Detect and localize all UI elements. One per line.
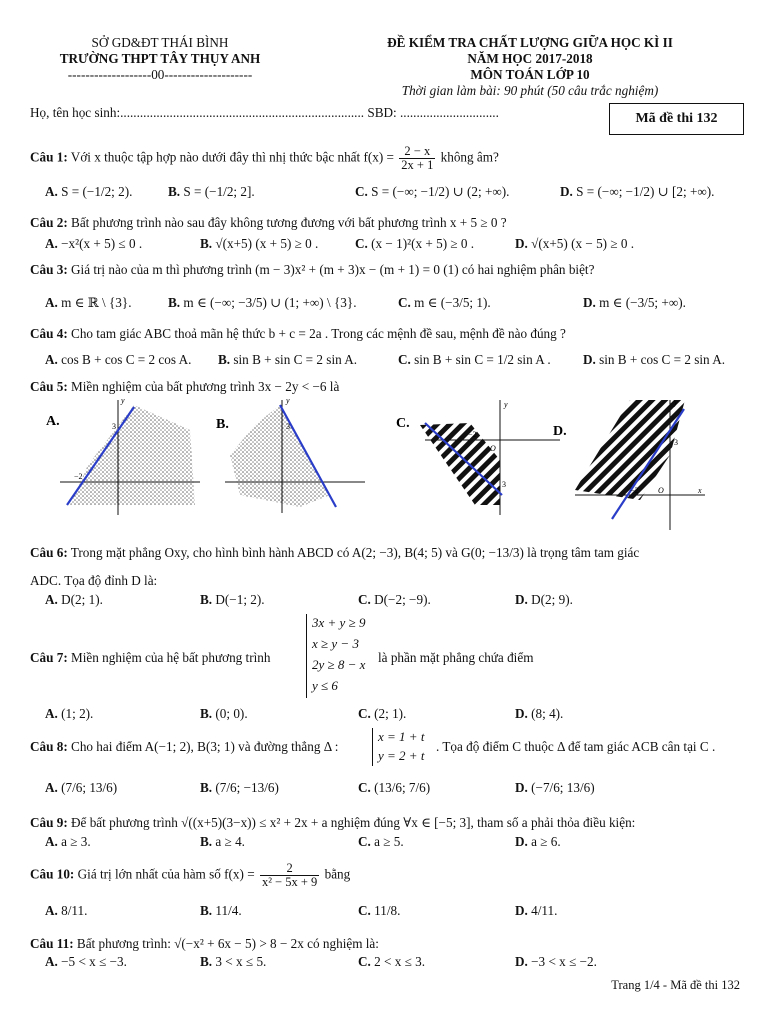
option-text: sin B + sin C = 2 sin A. (233, 352, 358, 367)
q6-option-c[interactable]: C. D(−2; −9). (358, 592, 431, 607)
q2-option-c[interactable]: C. (x − 1)²(x + 5) ≥ 0 . (355, 236, 475, 251)
question-7-end: là phần mặt phẳng chứa điểm (378, 650, 534, 665)
option-text: a ≥ 3. (61, 834, 91, 849)
graph-a-label: A. (46, 414, 60, 429)
q8-option-b[interactable]: B. (7/6; −13/6) (200, 780, 279, 795)
option-text: 8/11. (61, 903, 88, 918)
q3-option-d[interactable]: D. m ∈ (−3/5; +∞). (583, 295, 686, 310)
tick-label: −2 (74, 472, 83, 481)
question-label: Câu 3: (30, 262, 68, 277)
option-text: D(−1; 2). (215, 592, 265, 607)
fraction (260, 862, 319, 889)
question-text: Bất phương trình nào sau đây không tương đương với bất phương trình x + 5 ≥ 0 ? (71, 215, 507, 230)
question-label: Câu 2: (30, 215, 68, 230)
graph-a[interactable] (46, 396, 200, 515)
question-8-end: . Tọa độ điểm C thuộc Δ để tam giác ACB cân tại C . (436, 739, 716, 754)
exam-code-box: Mã đề thi 132 (609, 103, 744, 135)
equation-line: y = 2 + t (378, 748, 425, 763)
q7-option-b[interactable]: B. (0; 0). (200, 706, 248, 721)
q10-option-a[interactable]: A. 8/11. (45, 903, 88, 918)
system-brace (306, 614, 307, 698)
option-text: a ≥ 4. (215, 834, 245, 849)
option-text: 3 < x ≤ 5. (215, 954, 267, 969)
option-text: 11/4. (215, 903, 242, 918)
question-6-line2 (30, 573, 157, 589)
option-text: S = (−1/2; 2]. (183, 184, 255, 199)
q11-option-a[interactable]: A. −5 < x ≤ −3. (45, 954, 127, 969)
option-text: (8; 4). (531, 706, 564, 721)
question-11 (30, 936, 379, 952)
department-name: SỞ GD&ĐT THÁI BÌNH (91, 35, 229, 50)
question-text: Giá trị nào của m thì phương trình (m − 3)x² + (m + 3)x − (m + 1) = 0 (1) có hai nghiệm phân biệt? (71, 262, 595, 277)
student-info-line: Họ, tên học sinh:.......................................................................... SBD: .............................. (30, 105, 499, 120)
equation-line: x = 1 + t (378, 729, 425, 744)
option-text: S = (−1/2; 2). (61, 184, 133, 199)
option-text: cos B + cos C = 2 cos A. (61, 352, 192, 367)
inequality-system (312, 612, 365, 696)
tick-label: 3 (286, 422, 290, 431)
q6-option-d[interactable]: D. D(2; 9). (515, 592, 573, 607)
question-text-end: không âm? (440, 149, 499, 165)
axis-y-label: y (504, 400, 508, 409)
q5-graphs (30, 395, 750, 535)
school-name: TRƯỜNG THPT TÂY THỤY ANH (59, 51, 261, 66)
question-text-end: bằng (324, 866, 351, 882)
q2-option-a[interactable]: A. −x²(x + 5) ≤ 0 . (45, 236, 143, 251)
q9-option-d[interactable]: D. a ≥ 6. (515, 834, 561, 849)
q8-option-d[interactable]: D. (−7/6; 13/6) (515, 780, 595, 795)
question-text: Cho hai điểm A(−1; 2), B(3; 1) và đường thẳng Δ : (71, 739, 339, 754)
graph-d-label: D. (553, 424, 567, 439)
option-text: (7/6; 13/6) (61, 780, 118, 795)
option-text: m ∈ ℝ \ {3}. (61, 295, 132, 310)
q9-option-b[interactable]: B. a ≥ 4. (200, 834, 245, 849)
q2-option-d[interactable]: D. √(x+5) (x − 5) ≥ 0 . (515, 236, 635, 251)
q7-option-a[interactable]: A. (1; 2). (45, 706, 94, 721)
tick-label: 3 (674, 438, 678, 447)
option-text: (0; 0). (215, 706, 248, 721)
option-text: (x − 1)²(x + 5) ≥ 0 . (371, 236, 475, 251)
question-label: Câu 1: (30, 149, 68, 165)
option-text: 4/11. (531, 903, 558, 918)
q3-option-a[interactable]: A. m ∈ ℝ \ {3}. (45, 295, 132, 310)
denominator: 2x + 1 (401, 158, 434, 172)
option-text: a ≥ 6. (531, 834, 561, 849)
page-footer: Trang 1/4 - Mã đề thi 132 (611, 978, 740, 992)
option-text: m ∈ (−3/5; +∞). (599, 295, 686, 310)
q9-option-c[interactable]: C. a ≥ 5. (358, 834, 404, 849)
tick-label: −2 (468, 430, 477, 439)
denominator: x² − 5x + 9 (261, 875, 318, 889)
q11-option-c[interactable]: C. 2 < x ≤ 3. (358, 954, 426, 969)
q10-option-b[interactable]: B. 11/4. (200, 903, 242, 918)
option-text: sin B + sin C = 1/2 sin A . (414, 352, 551, 367)
question-text: Với x thuộc tập hợp nào dưới đây thì nhị thức bậc nhất f(x) = (70, 149, 394, 165)
option-text: √(x+5) (x − 5) ≥ 0 . (531, 236, 635, 251)
question-2 (30, 215, 507, 231)
param-brace (372, 728, 373, 766)
question-text: Bất phương trình: √(−x² + 6x − 5) > 8 − 2x có nghiệm là: (76, 936, 379, 951)
question-label: Câu 10: (30, 866, 75, 882)
q8-option-c[interactable]: C. (13/6; 7/6) (358, 780, 431, 795)
q4-option-b[interactable]: B. sin B + sin C = 2 sin A. (218, 352, 358, 367)
q11-option-d[interactable]: D. −3 < x ≤ −2. (515, 954, 597, 969)
q6-option-a[interactable]: A. D(2; 1). (45, 592, 103, 607)
numerator: 2 (260, 862, 319, 876)
q1-option-b[interactable]: B. S = (−1/2; 2]. (168, 184, 255, 199)
tick-label: 3 (502, 480, 506, 489)
q7-option-d[interactable]: D. (8; 4). (515, 706, 564, 721)
option-text: −5 < x ≤ −3. (61, 954, 127, 969)
system-line: y ≤ 6 (312, 678, 338, 693)
question-7 (30, 650, 270, 666)
q4-option-d[interactable]: D. sin B + cos C = 2 sin A. (583, 352, 726, 367)
system-line: x ≥ y − 3 (312, 636, 359, 651)
option-text: a ≥ 5. (374, 834, 404, 849)
option-text: sin B + cos C = 2 sin A. (599, 352, 726, 367)
question-text: Trong mặt phẳng Oxy, cho hình bình hành ABCD có A(2; −3), B(4; 5) và G(0; −13/3) là trọng tâm tam giác (70, 545, 640, 560)
q3-option-b[interactable]: B. m ∈ (−∞; −3/5) ∪ (1; +∞) \ {3}. (168, 295, 357, 310)
question-text: Để bất phương trình √((x+5)(3−x)) ≤ x² + 2x + a nghiệm đúng ∀x ∈ [−5; 3], tham số a phải thỏa điều kiện: (71, 815, 636, 830)
q4-option-c[interactable]: C. sin B + sin C = 1/2 sin A . (398, 352, 551, 367)
q7-option-c[interactable]: C. (2; 1). (358, 706, 407, 721)
q1-option-a[interactable]: A. S = (−1/2; 2). (45, 184, 133, 199)
q8-option-a[interactable]: A. (7/6; 13/6) (45, 780, 118, 795)
system-line: 3x + y ≥ 9 (312, 615, 366, 630)
q11-option-b[interactable]: B. 3 < x ≤ 5. (200, 954, 267, 969)
system-line: 2y ≥ 8 − x (312, 657, 366, 672)
header-divider: -------------------00-------------------- (67, 67, 253, 82)
question-5 (30, 379, 339, 395)
option-text: 2 < x ≤ 3. (374, 954, 426, 969)
option-text: (7/6; −13/6) (215, 780, 279, 795)
option-text: D(2; 1). (61, 592, 103, 607)
question-6 (30, 545, 639, 561)
axis-x-label: x (698, 486, 702, 495)
option-text: m ∈ (−3/5; 1). (414, 295, 491, 310)
line-equation (378, 727, 424, 765)
q10-option-c[interactable]: C. 11/8. (358, 903, 401, 918)
question-text: Miền nghiệm của bất phương trình 3x − 2y < −6 là (71, 379, 340, 394)
option-text: m ∈ (−∞; −3/5) ∪ (1; +∞) \ {3}. (183, 295, 357, 310)
question-4 (30, 326, 566, 342)
option-text: √(x+5) (x + 5) ≥ 0 . (215, 236, 319, 251)
option-text: (1; 2). (61, 706, 94, 721)
exam-title: ĐỀ KIỂM TRA CHẤT LƯỢNG GIỮA HỌC KÌ II (387, 35, 673, 50)
axis-y-label: y (121, 396, 125, 405)
graph-b-label: B. (216, 417, 229, 432)
option-text: S = (−∞; −1/2) ∪ (2; +∞). (371, 184, 510, 199)
option-text: D(2; 9). (531, 592, 573, 607)
option-text: (2; 1). (374, 706, 407, 721)
question-label: Câu 4: (30, 326, 68, 341)
option-text: −x²(x + 5) ≤ 0 . (61, 236, 143, 251)
graph-c-label: C. (396, 416, 410, 431)
fraction (399, 145, 435, 172)
graph-c[interactable] (396, 400, 560, 515)
q10-option-d[interactable]: D. 4/11. (515, 903, 558, 918)
subject: MÔN TOÁN LỚP 10 (470, 67, 590, 82)
question-1 (30, 145, 499, 172)
question-label: Câu 5: (30, 379, 68, 394)
numerator: 2 − x (399, 145, 435, 159)
question-label: Câu 7: (30, 650, 68, 665)
question-8 (30, 739, 338, 755)
tick-label: −2 (630, 486, 639, 495)
question-text: Cho tam giác ABC thoả mãn hệ thức b + c = 2a . Trong các mệnh đề sau, mệnh đề nào đúng ? (71, 326, 566, 341)
question-text: Miền nghiệm của hệ bất phương trình (71, 650, 271, 665)
q3-option-c[interactable]: C. m ∈ (−3/5; 1). (398, 295, 491, 310)
axis-y-label: y (674, 398, 678, 407)
origin-label: O (658, 486, 664, 495)
graph-b[interactable] (216, 396, 365, 513)
origin-label: O (490, 444, 496, 453)
option-text: S = (−∞; −1/2) ∪ [2; +∞). (576, 184, 715, 199)
option-text: D(−2; −9). (374, 592, 431, 607)
q9-option-a[interactable]: A. a ≥ 3. (45, 834, 91, 849)
question-9 (30, 815, 635, 831)
tick-label: 3 (112, 422, 116, 431)
graph-d[interactable] (553, 398, 705, 530)
q1-option-c[interactable]: C. S = (−∞; −1/2) ∪ (2; +∞). (355, 184, 510, 199)
question-10 (30, 862, 350, 889)
question-3 (30, 262, 594, 278)
question-text: ADC. Tọa độ đỉnh D là: (30, 573, 158, 588)
question-label: Câu 11: (30, 936, 74, 951)
axis-y-label: y (286, 396, 290, 405)
option-text: 11/8. (374, 903, 401, 918)
question-label: Câu 9: (30, 815, 68, 830)
q4-option-a[interactable]: A. cos B + cos C = 2 cos A. (45, 352, 192, 367)
time-limit: Thời gian làm bài: 90 phút (50 câu trắc nghiệm) (401, 83, 659, 98)
school-year: NĂM HỌC 2017-2018 (467, 51, 593, 66)
option-text: (13/6; 7/6) (374, 780, 431, 795)
q1-option-d[interactable]: D. S = (−∞; −1/2) ∪ [2; +∞). (560, 184, 715, 199)
option-text: (−7/6; 13/6) (531, 780, 595, 795)
q6-option-b[interactable]: B. D(−1; 2). (200, 592, 265, 607)
option-text: −3 < x ≤ −2. (531, 954, 597, 969)
q2-option-b[interactable]: B. √(x+5) (x + 5) ≥ 0 . (200, 236, 319, 251)
question-text: Giá trị lớn nhất của hàm số f(x) = (77, 866, 255, 882)
question-label: Câu 8: (30, 739, 68, 754)
question-label: Câu 6: (30, 545, 68, 560)
